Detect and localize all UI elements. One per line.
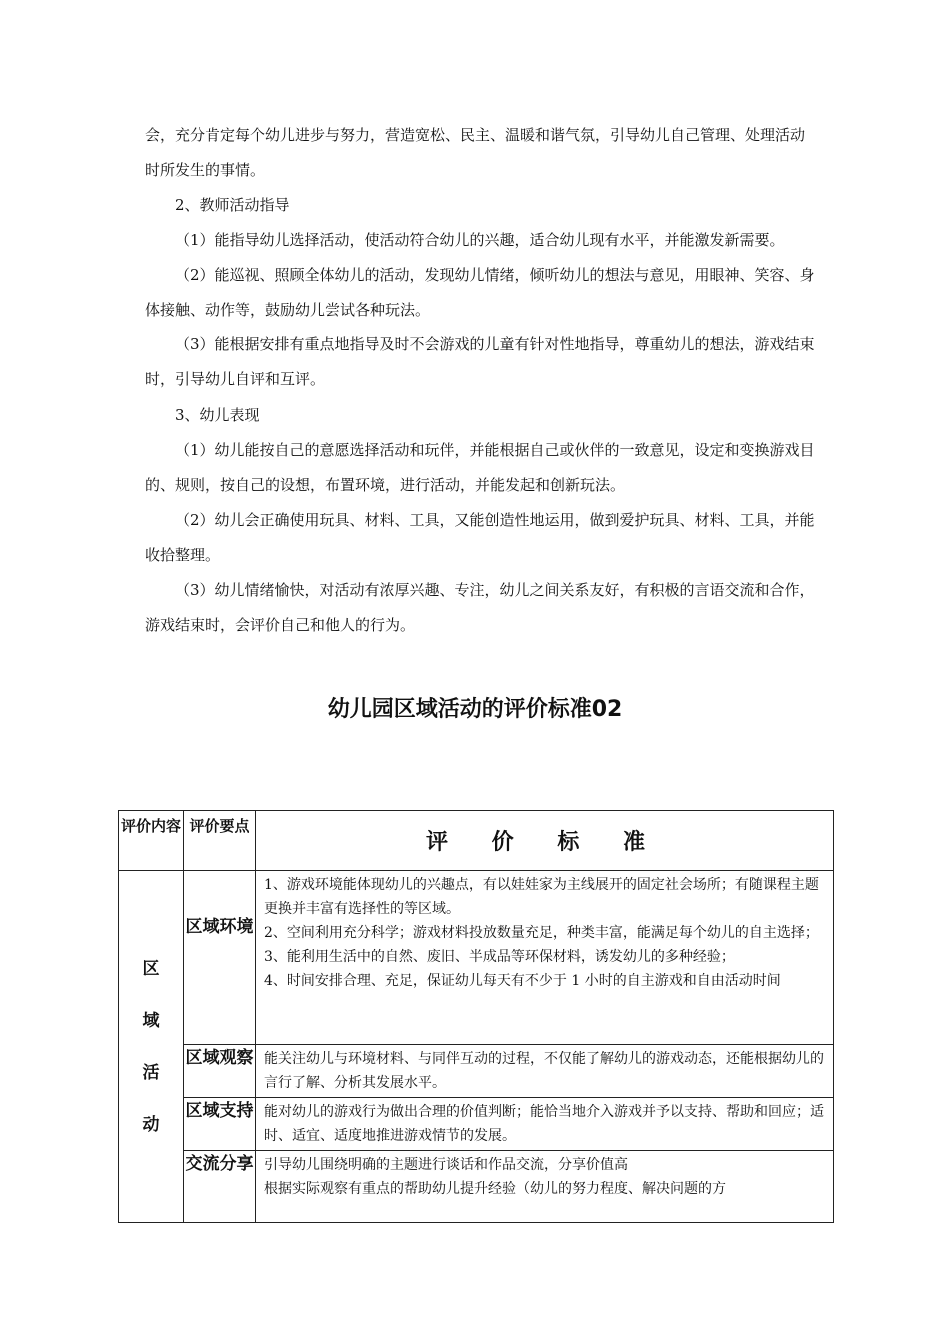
section-heading-child-performance: 3、幼儿表现 <box>175 406 260 424</box>
intro-paragraph-4: （3）能根据安排有重点地指导及时不会游戏的儿童有针对性地指导，尊重幼儿的想法，游戏结束时，引导幼儿自评和互评。 <box>145 335 815 388</box>
category-char: 域 <box>142 1010 160 1031</box>
category-char: 活 <box>142 1062 160 1083</box>
criteria-cell <box>256 1045 834 1098</box>
page-title: 幼儿园区域活动的评价标准02 <box>327 697 623 722</box>
criteria-line: 能关注幼儿与环境材料、与同伴互动的过程，不仅能了解幼儿的游戏动态，还能根据幼儿的言行了解、分析其发展水平。 <box>264 1051 824 1091</box>
criteria-cell <box>256 871 834 1045</box>
intro-paragraph-2: （1）能指导幼儿选择活动，使活动符合幼儿的兴趣，适合幼儿现有水平，并能激发新需要。 <box>175 231 785 249</box>
table-row <box>119 1098 834 1151</box>
point-cell: 区域环境 <box>184 871 256 1045</box>
intro-paragraph-3: （2）能巡视、照顾全体幼儿的活动，发现幼儿情绪，倾听幼儿的想法与意见，用眼神、笑容、身体接触、动作等，鼓励幼儿尝试各种玩法。 <box>145 266 815 319</box>
category-char: 区 <box>142 958 160 979</box>
point-cell: 区域观察 <box>184 1045 256 1098</box>
table-row <box>119 1045 834 1098</box>
table-header-row <box>119 811 834 871</box>
criteria-line: 3、能利用生活中的自然、废旧、半成品等环保材料，诱发幼儿的多种经验； <box>264 949 735 965</box>
intro-paragraph-5: （1）幼儿能按自己的意愿选择活动和玩伴，并能根据自己或伙伴的一致意见，设定和变换游戏目的、规则，按自己的设想，布置环境，进行活动，并能发起和创新玩法。 <box>145 441 815 494</box>
point-cell: 交流分享 <box>184 1151 256 1223</box>
criteria-cell <box>256 1151 834 1223</box>
header-points-cell: 评价要点 <box>184 811 256 871</box>
intro-paragraph-7: （3）幼儿情绪愉快，对活动有浓厚兴趣、专注，幼儿之间关系友好，有积极的言语交流和合作，游戏结束时，会评价自己和他人的行为。 <box>145 581 815 634</box>
intro-paragraph-6: （2）幼儿会正确使用玩具、材料、工具，又能创造性地运用，做到爱护玩具、材料、工具，并能收拾整理。 <box>145 511 815 564</box>
table-row <box>119 1151 834 1223</box>
criteria-cell <box>256 1098 834 1151</box>
evaluation-table <box>118 810 834 1223</box>
criteria-line: 4、时间安排合理、充足，保证幼儿每天有不少于 1 小时的自主游戏和自由活动时间 <box>264 973 781 989</box>
header-content-cell: 评价内容 <box>119 811 184 871</box>
criteria-line: 引导幼儿围绕明确的主题进行谈话和作品交流，分享价值高 <box>264 1157 628 1173</box>
criteria-line: 能对幼儿的游戏行为做出合理的价值判断；能恰当地介入游戏并予以支持、帮助和回应；适时、适宜、适度地推进游戏情节的发展。 <box>264 1104 824 1144</box>
category-cell <box>119 871 184 1223</box>
criteria-line: 根据实际观察有重点的帮助幼儿提升经验（幼儿的努力程度、解决问题的方 <box>264 1181 726 1197</box>
criteria-line: 2、空间利用充分科学；游戏材料投放数量充足，种类丰富，能满足每个幼儿的自主选择； <box>264 925 819 941</box>
intro-paragraph-1: 会，充分肯定每个幼儿进步与努力，营造宽松、民主、温暖和谐气氛，引导幼儿自己管理、处理活动时所发生的事情。 <box>145 126 806 179</box>
section-heading-teacher-guidance: 2、教师活动指导 <box>175 196 290 214</box>
criteria-line: 1、游戏环境能体现幼儿的兴趣点，有以娃娃家为主线展开的固定社会场所；有随课程主题更换并丰富有选择性的等区域。 <box>264 877 819 917</box>
table-row <box>119 871 834 1045</box>
category-char: 动 <box>142 1114 160 1135</box>
point-cell: 区域支持 <box>184 1098 256 1151</box>
header-standard-cell: 评 价 标 准 <box>256 811 834 871</box>
